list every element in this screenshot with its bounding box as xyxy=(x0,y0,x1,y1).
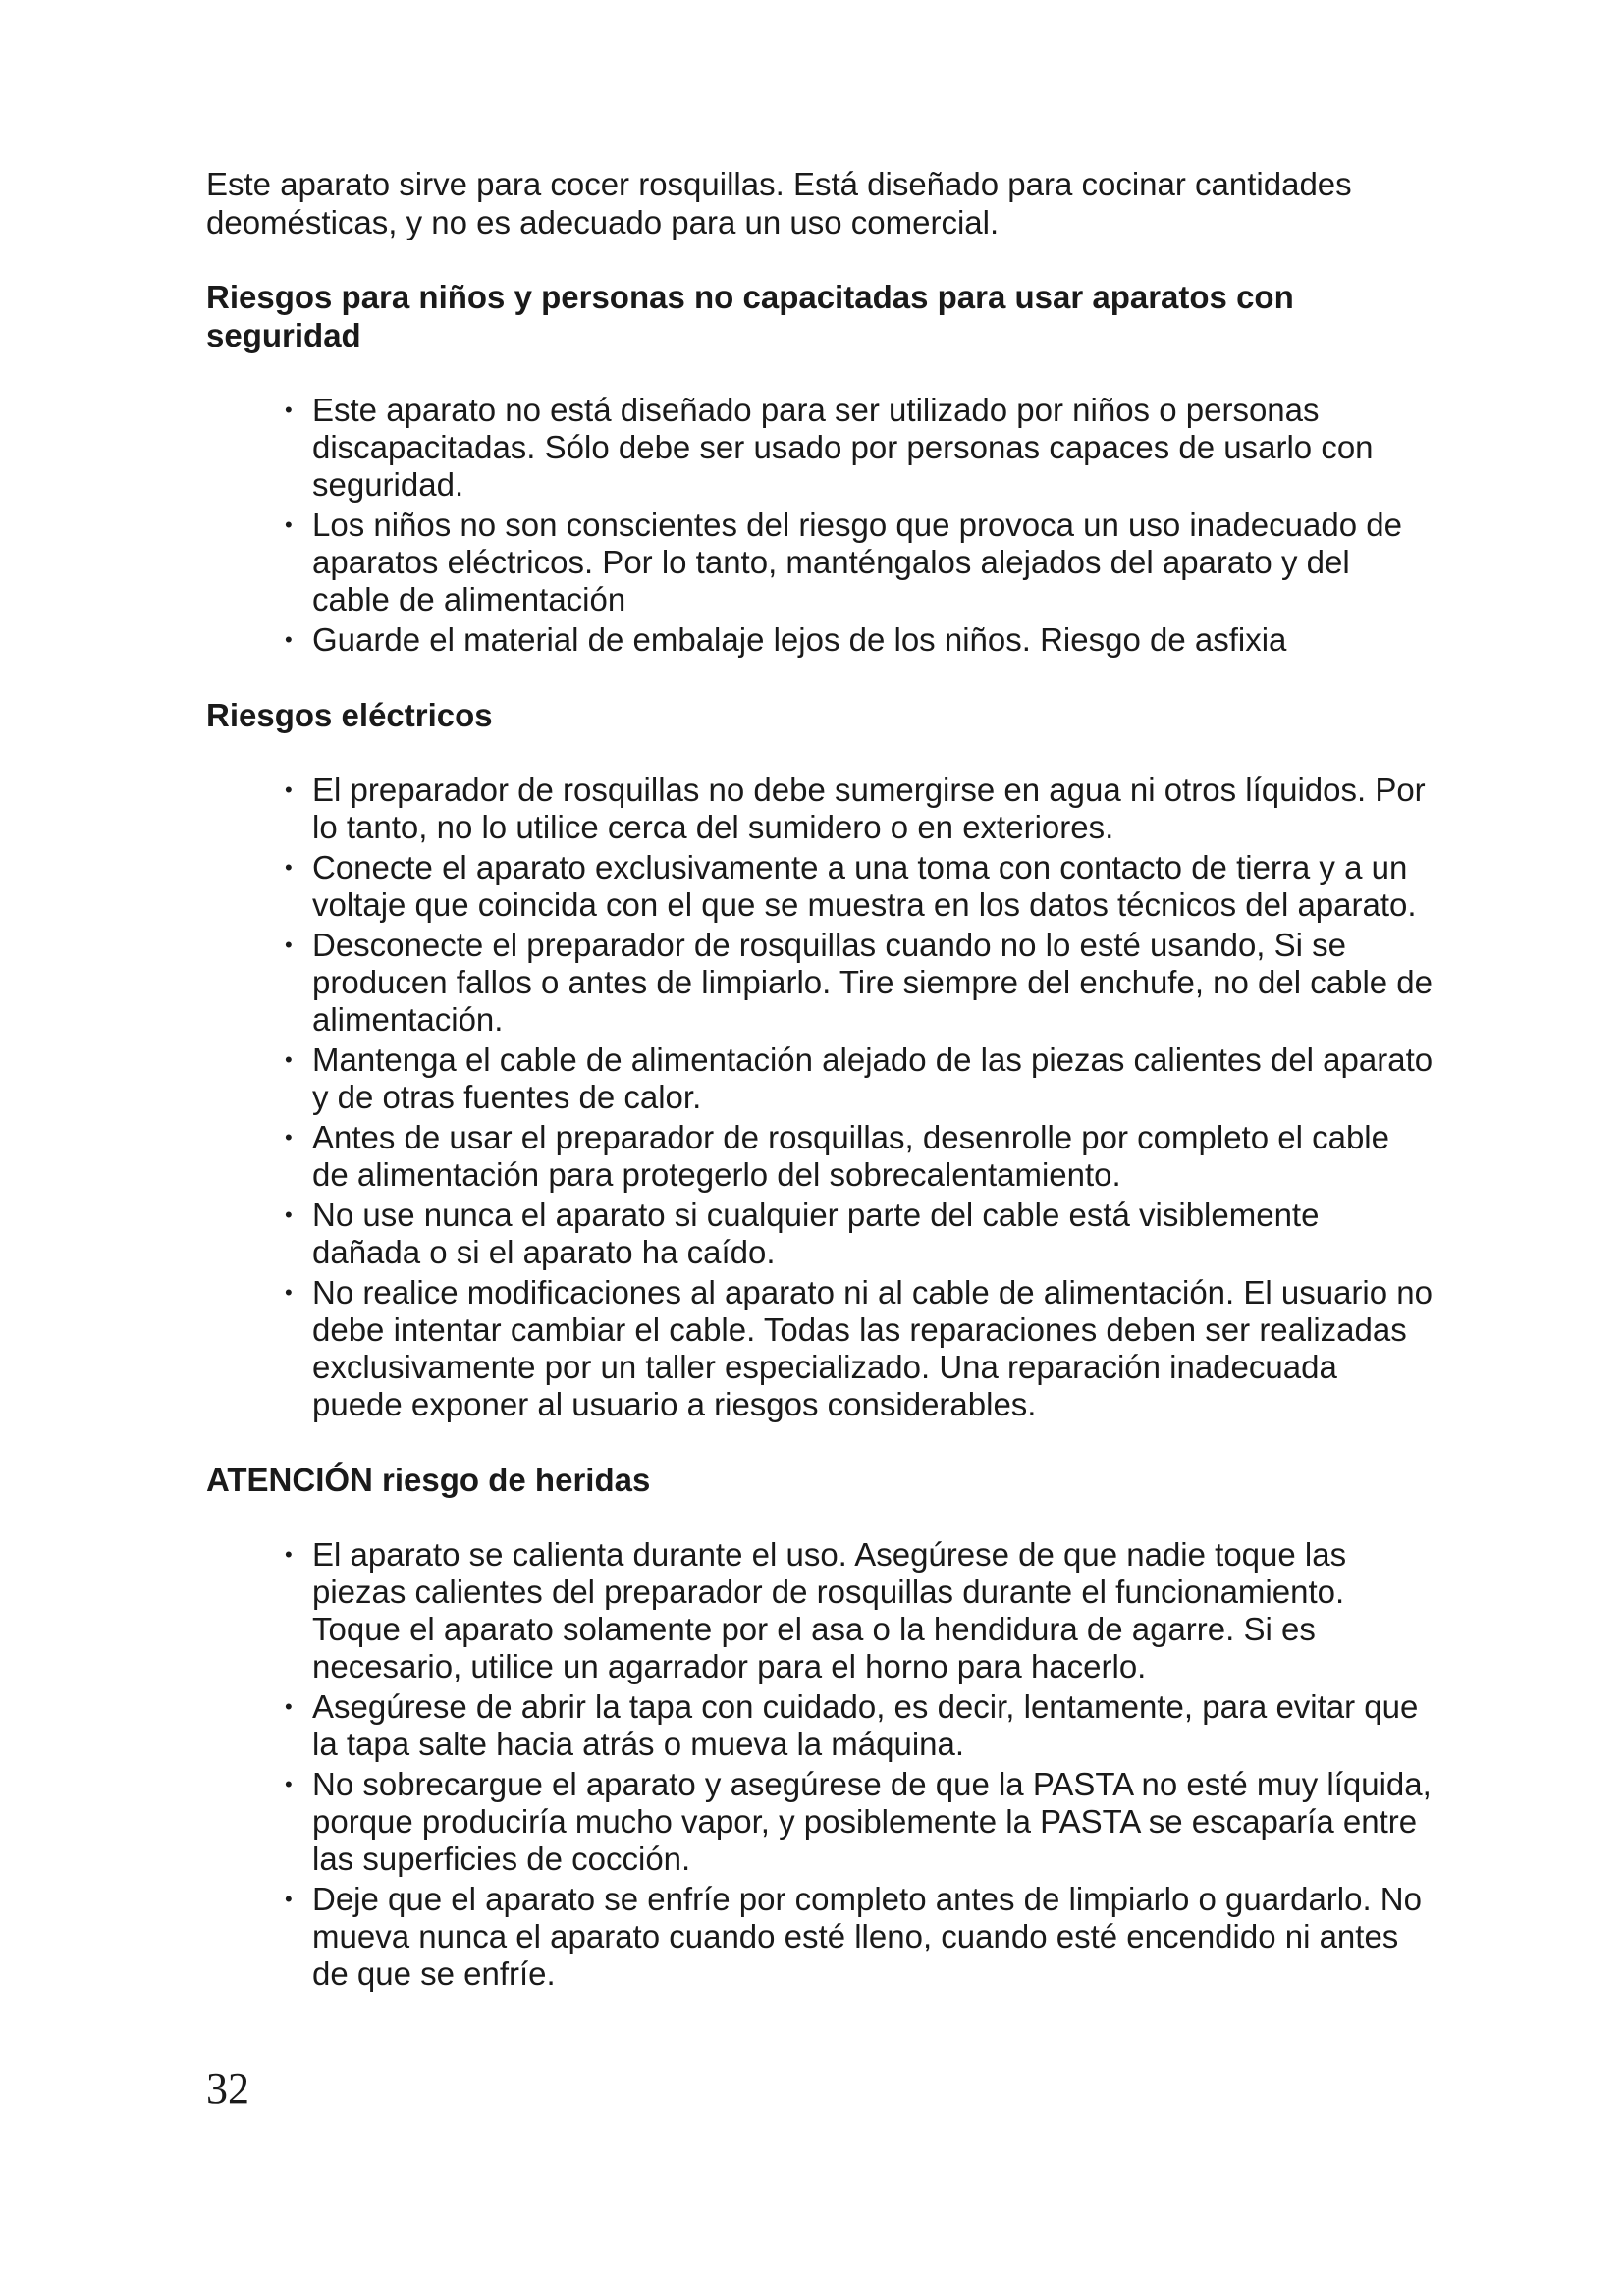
list-item: • Antes de usar el preparador de rosquillas, desenrolle por completo el cable de alimentación para protegerlo del sobrecalentamiento. xyxy=(275,1119,1434,1194)
list-item: • Conecte el aparato exclusivamente a una toma con contacto de tierra y a un voltaje que coincida con el que se muestra en los datos técnicos del aparato. xyxy=(275,849,1434,924)
intro-paragraph: Este aparato sirve para cocer rosquillas. Está diseñado para cocinar cantidades deomésticas, y no es adecuado para un uso comercial. xyxy=(206,166,1352,240)
bullet-icon: • xyxy=(285,1542,293,1567)
bullet-icon: • xyxy=(285,1887,293,1911)
bullet-icon: • xyxy=(285,1772,293,1796)
list-item: • No use nunca el aparato si cualquier parte del cable está visiblemente dañada o si el aparato ha caído. xyxy=(275,1197,1434,1271)
list-item: • No sobrecargue el aparato y asegúrese de que la PASTA no esté muy líquida, porque produciría mucho vapor, y posiblemente la PASTA se escaparía entre las superficies de cocción. xyxy=(275,1766,1434,1878)
section-title-children-risks: Riesgos para niños y personas no capacitadas para usar aparatos con seguridad xyxy=(206,279,1294,353)
list-item: • No realice modificaciones al aparato ni al cable de alimentación. El usuario no debe intentar cambiar el cable. Todas las reparaciones deben ser realizadas exclusivamente por un taller especializado. Una reparación inadecuada puede exponer al usuario a riesgos considerables. xyxy=(275,1274,1434,1423)
list-item: • Desconecte el preparador de rosquillas cuando no lo esté usando, Si se producen fallos o antes de limpiarlo. Tire siempre del enchufe, no del cable de alimentación. xyxy=(275,927,1434,1039)
bullet-icon: • xyxy=(285,1125,293,1149)
list-item: • Asegúrese de abrir la tapa con cuidado, es decir, lentamente, para evitar que la tapa salte hacia atrás o mueva la máquina. xyxy=(275,1688,1434,1763)
page-number: 32 xyxy=(206,2064,249,2112)
bullet-icon: • xyxy=(285,1047,293,1072)
section-title-injury-risks: ATENCIÓN riesgo de heridas xyxy=(206,1462,651,1498)
list-item: • Guarde el material de embalaje lejos de los niños. Riesgo de asfixia xyxy=(275,621,1434,659)
list-item: • El aparato se calienta durante el uso. Asegúrese de que nadie toque las piezas calientes del preparador de rosquillas durante el funcionamiento. Toque el aparato solamente por el asa o la hendidura de agarre. Si es necesario, utilice un agarrador para el horno para hacerlo. xyxy=(275,1536,1434,1685)
bullet-icon: • xyxy=(285,1694,293,1719)
bullet-icon: • xyxy=(285,777,293,802)
bullet-list-injury-risks xyxy=(206,1536,1434,1993)
bullet-icon: • xyxy=(285,855,293,880)
list-item: • Este aparato no está diseñado para ser utilizado por niños o personas discapacitadas. Sólo debe ser usado por personas capaces de usarlo con seguridad. xyxy=(275,392,1434,504)
bullet-icon: • xyxy=(285,627,293,652)
bullet-icon: • xyxy=(285,512,293,537)
bullet-list-children-risks xyxy=(206,392,1434,659)
list-item: • Mantenga el cable de alimentación alejado de las piezas calientes del aparato y de otras fuentes de calor. xyxy=(275,1041,1434,1116)
bullet-list-electrical-risks xyxy=(206,772,1434,1423)
document-page xyxy=(206,165,1434,2030)
bullet-icon: • xyxy=(285,933,293,957)
section-title-electrical-risks: Riesgos eléctricos xyxy=(206,697,493,733)
list-item: • Los niños no son conscientes del riesgo que provoca un uso inadecuado de aparatos eléctricos. Por lo tanto, manténgalos alejados del aparato y del cable de alimentación xyxy=(275,507,1434,618)
list-item: • El preparador de rosquillas no debe sumergirse en agua ni otros líquidos. Por lo tanto, no lo utilice cerca del sumidero o en exteriores. xyxy=(275,772,1434,846)
bullet-icon: • xyxy=(285,398,293,422)
bullet-icon: • xyxy=(285,1202,293,1227)
list-item: • Deje que el aparato se enfríe por completo antes de limpiarlo o guardarlo. No mueva nunca el aparato cuando esté lleno, cuando esté encendido ni antes de que se enfríe. xyxy=(275,1881,1434,1993)
bullet-icon: • xyxy=(285,1280,293,1305)
